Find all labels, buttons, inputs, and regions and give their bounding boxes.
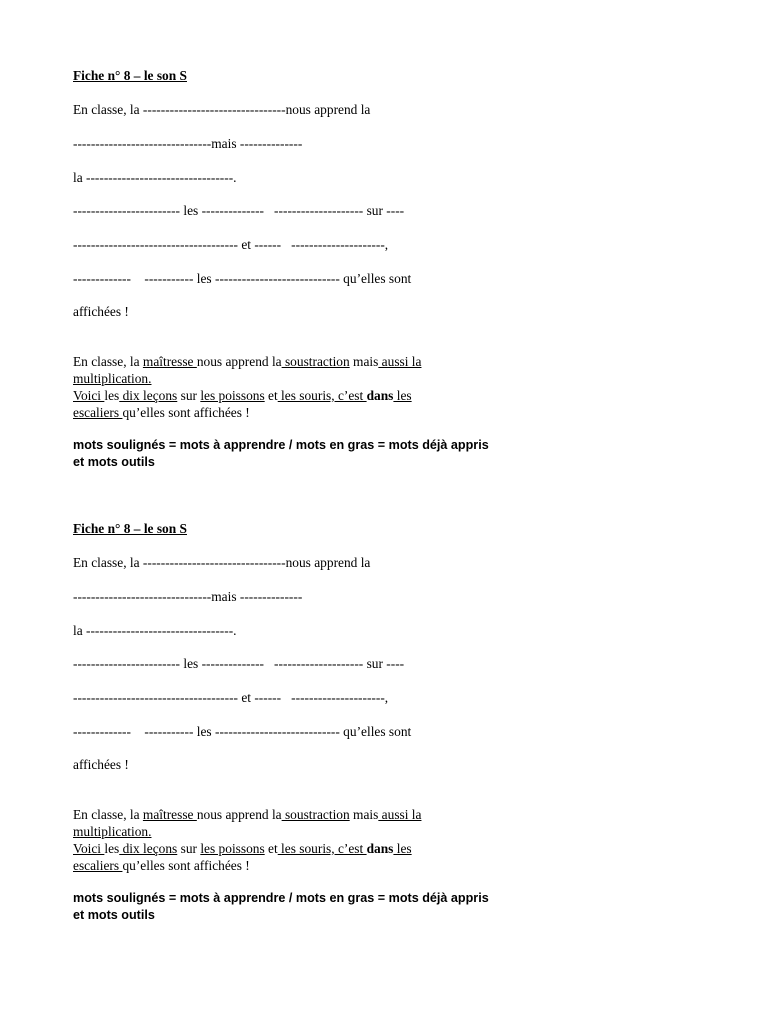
answer-line: [73, 823, 493, 840]
underlined-word: soustraction: [281, 807, 350, 822]
answer-text: En classe, la: [73, 807, 143, 822]
bold-word: dans: [366, 841, 394, 856]
underlined-word: dix leçons: [119, 388, 178, 403]
dictation-line: ------------------------ les -------------- -------------------- sur ----: [73, 656, 405, 671]
underlined-word: les poissons: [200, 388, 265, 403]
answer-line: [73, 857, 493, 874]
answer-text: En classe, la: [73, 354, 143, 369]
dictation-line: ------------- ----------- les ---------------------------- qu’elles sont: [73, 271, 412, 286]
dictation-line: ------------- ----------- les ---------------------------- qu’elles sont: [73, 724, 412, 739]
answer-line: [73, 840, 493, 857]
dictation-line: -------------------------------mais --------------: [73, 589, 303, 604]
worksheet-title: Fiche n° 8 – le son S: [73, 68, 187, 83]
underlined-word: les: [393, 388, 412, 403]
underlined-word: aussi la: [378, 354, 422, 369]
dictation-line: En classe, la --------------------------------nous apprend la: [73, 102, 371, 117]
underlined-word: multiplication.: [73, 824, 152, 839]
underlined-word: les poissons: [200, 841, 265, 856]
answer-paragraph: [73, 353, 493, 421]
answer-line: [73, 404, 493, 421]
underlined-word: aussi la: [378, 807, 422, 822]
answer-text: et: [264, 388, 278, 403]
underlined-word: les souris, c’est: [277, 841, 367, 856]
answer-text: sur: [177, 841, 201, 856]
dictation-line: -------------------------------mais --------------: [73, 136, 303, 151]
underlined-word: maîtresse: [142, 807, 197, 822]
answer-line: [73, 387, 493, 404]
answer-text: nous apprend la: [196, 354, 282, 369]
dictation-line: affichées !: [73, 757, 129, 772]
legend-note: mots soulignés = mots à apprendre / mots en gras = mots déjà appris et mots outils: [73, 891, 489, 922]
answer-line: [73, 806, 493, 823]
underlined-word: dix leçons: [119, 841, 178, 856]
underlined-word: les: [393, 841, 412, 856]
answer-text: mais: [349, 807, 379, 822]
dictation-line: ------------------------------------- et ------ ---------------------,: [73, 690, 389, 705]
answer-line: [73, 370, 493, 387]
dictation-line: la ---------------------------------.: [73, 170, 237, 185]
legend-note: mots soulignés = mots à apprendre / mots en gras = mots déjà appris et mots outils: [73, 438, 489, 469]
dictation-line: la ---------------------------------.: [73, 623, 237, 638]
answer-text: sur: [177, 388, 201, 403]
worksheet-title: Fiche n° 8 – le son S: [73, 521, 187, 536]
answer-text: qu’elles sont affichées !: [122, 858, 250, 873]
answer-paragraph: [73, 806, 493, 874]
answer-text: qu’elles sont affichées !: [122, 405, 250, 420]
underlined-word: multiplication.: [73, 371, 152, 386]
answer-text: et: [264, 841, 278, 856]
answer-text: les: [104, 841, 120, 856]
underlined-word: soustraction: [281, 354, 350, 369]
answer-text: nous apprend la: [196, 807, 282, 822]
bold-word: dans: [366, 388, 394, 403]
answer-text: mais: [349, 354, 379, 369]
answer-line: [73, 353, 493, 370]
dictation-line: En classe, la --------------------------------nous apprend la: [73, 555, 371, 570]
underlined-word: Voici: [73, 388, 105, 403]
underlined-word: escaliers: [73, 405, 123, 420]
answer-text: les: [104, 388, 120, 403]
underlined-word: maîtresse: [142, 354, 197, 369]
underlined-word: escaliers: [73, 858, 123, 873]
dictation-line: ------------------------ les -------------- -------------------- sur ----: [73, 203, 405, 218]
underlined-word: Voici: [73, 841, 105, 856]
dictation-line: affichées !: [73, 304, 129, 319]
underlined-word: les souris, c’est: [277, 388, 367, 403]
dictation-line: ------------------------------------- et ------ ---------------------,: [73, 237, 389, 252]
